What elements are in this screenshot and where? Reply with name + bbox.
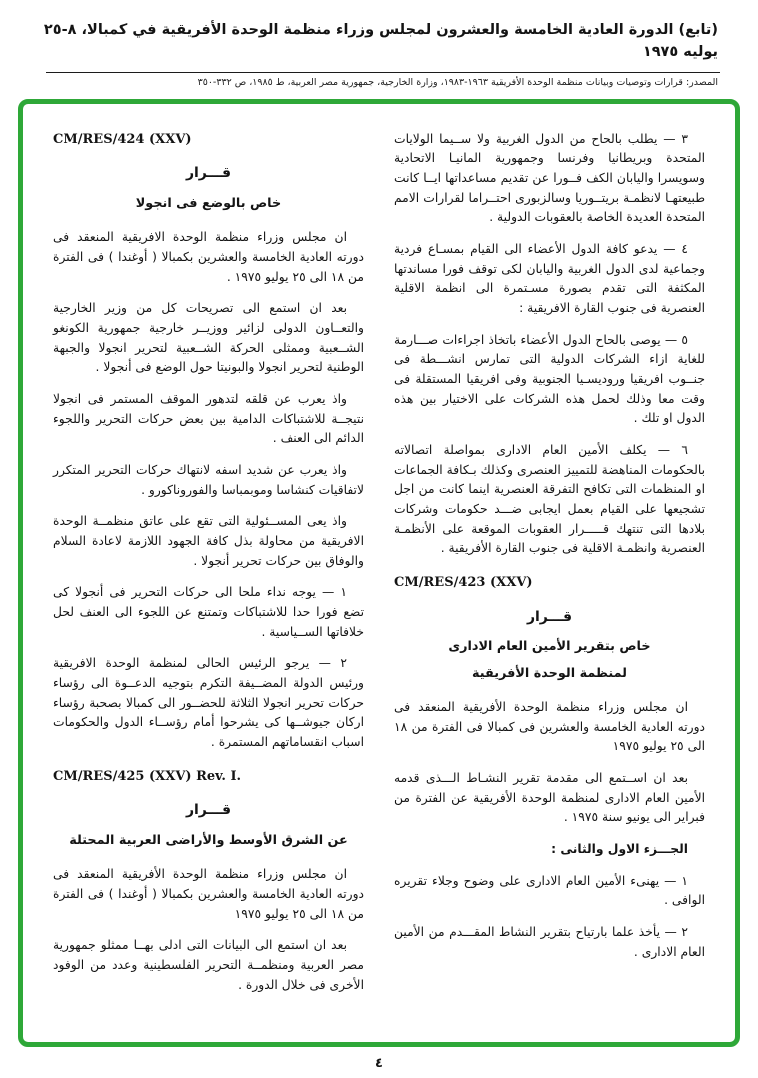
resolution-subtitle: لمنظمة الوحدة الأفريقية bbox=[472, 665, 627, 681]
paragraph: بعد ان استمع الى البيانات التى ادلى بهــا ممثلو جمهورية مصر العربية ومنظمــة التحرير الفلسطينية وعدد من الوفود الأخرى فى خلال الدورة . bbox=[53, 938, 364, 992]
paragraph: ان مجلس وزراء منظمة الوحدة الأفريقية المنعقد فى دورته العادية الخامسة والعشرين فى كمبالا فى الفترة من ١٨ الى ٢٥ يوليو ١٩٧٥ bbox=[394, 700, 705, 754]
page-header: (تابع) الدورة العادية الخامسة والعشرون لمجلس وزراء منظمة الوحدة الأفريقية في كمبالا، ٨-٢٥ يوليه ١٩٧٥ bbox=[43, 22, 718, 60]
paragraph: ٣ — يطلب بالحاح من الدول الغربية ولا ســيما الولايات المتحدة وبريطانيا وفرنسا وجمهورية المانيـا الاتحادية وسويسرا واليابان الكف فــورا عن تقديم مساعداتها ايــا كانت طبيعتهـا لانظمـة بريتــوريا وسالزبورى احتــراما لقرارات الامم المتحدة العديدة الخاصة بالعقوبات الدولية . bbox=[394, 131, 705, 225]
column-left bbox=[53, 130, 364, 1024]
paragraph: ١ — يوجه نداء ملحا الى حركات التحرير فى أنجولا كى تضع فورا حدا للاشتباكات وتمتنع عن اللجوء الى العنف لحل خلافاتها الســياسية . bbox=[53, 585, 364, 639]
paragraph: واذ يعرب عن قلقه لتدهور الموقف المستمر فى انجولا نتيجــة للاشتباكات الدامية بين بعض حركات التحرير واللجوء الدائم الى العنف . bbox=[53, 391, 364, 446]
source-line: المصدر: قرارات وتوصيات وبيانات منظمة الوحدة الأفريقية ١٩٦٣-١٩٨٣، وزارة الخارجية، جمهورية مصر العربية، ط ١٩٨٥، ص ٣٣٢-٣٥٠ bbox=[197, 76, 718, 88]
paragraph: ان مجلس وزراء منظمة الوحدة الافريقية المنعقد فى دورته العادية الخامسة والعشرين بكمبالا ( أوغندا ) فى الفترة من ١٨ الى ٢٥ يوليو ١٩٧٥ . bbox=[53, 230, 364, 284]
paragraph: ٥ — يوصى بالحاح الدول الأعضاء باتخاذ اجراءات صـــارمة للغاية ازاء الشركات الدولية التى تمارس انشـــطة فى جنــوب افريقيا وروديسـيا الجنوبية وفى افريقيا المستقلة فى وقت معا وذلك لحمل هذه الشركات على الاختيار بين هذه الدول او تلك . bbox=[394, 332, 705, 426]
resolution-title: قـــرار bbox=[185, 802, 232, 819]
paragraph: ١ — يهنىء الأمين العام الادارى على وضوح وجلاء تقريره الوافى . bbox=[394, 873, 705, 908]
resolution-subtitle: خاص بتقرير الأمين العام الادارى bbox=[448, 639, 651, 655]
paragraph: واذ يعرب عن شديد اسفه لانتهاك حركات التحرير المتكرر لاتفاقيات كنشاسا وموبمباسا والفوروناكورو . bbox=[53, 462, 364, 497]
paragraph: بعد ان اســتمع الى مقدمة تقرير النشـاط الـــذى قدمه الأمين العام الادارى لمنظمة الوحدة الأفريقية عن الفترة من فبراير الى يونيو سنة ١٩٧٥ . bbox=[394, 771, 705, 825]
paragraph: ان مجلس وزراء منظمة الوحدة الأفريقية المنعقد فى دورته العادية الخامسة والعشرين بكمبالا ( أوغندا ) فى الفترة من ١٨ الى ٢٥ يوليو ١٩٧٥ bbox=[53, 867, 364, 921]
resolution-subtitle: خاص بالوضع فى انجولا bbox=[135, 195, 282, 211]
paragraph: ٢ — يأخذ علما بارتياح بتقرير النشاط المقـــدم من الأمين العام الادارى . bbox=[394, 925, 705, 959]
resolution-title: قـــرار bbox=[185, 165, 232, 182]
paragraph: واذ يعى المســئولية التى تقع على عاتق منظمــة الوحدة الافريقية من محاولة بذل كافة الجهود اللازمة لاعادة السلام والوفاق بين حركات تحرير أنجولا . bbox=[53, 514, 364, 568]
paragraph: ٦ — يكلف الأمين العام الادارى بمواصلة اتصالاته بالحكومات المناهضة للتمييز العنصرى وكذلك بـكافة الجماعات او المنظمات التى تكافح التفرقة العنصرية اينما كانت من اجل تشجيعها على القيام بعمل ايجابى ضـــد حكومات وشركات بلادها التى تنتهك قـــــرار العقوبات الموقعة على الأنظمـة العنصرية وانظمـة الاقلية فى جنوب القارة الأفريقية . bbox=[394, 442, 705, 556]
page-number: ٤ bbox=[375, 1055, 383, 1071]
column-right bbox=[394, 130, 705, 1024]
paragraph: ٢ — يرجو الرئيس الحالى لمنظمة الوحدة الافريقية ورئيس الدولة المضــيفة التكرم بتوجيه الدعــوة الى رؤساء حركات تحرير انجولا الثلاثة للحضــور الى كمبالا بصحبة رؤساء اركان جيوشــها كى يشرحوا أمام رؤســاء الدول والحكومات اسباب انقساماتهم المستمرة . bbox=[53, 656, 364, 749]
resolution-ref: CM/RES/425 (XXV) Rev. I. bbox=[53, 768, 242, 784]
paragraph: بعد ان استمع الى تصريحات كل من وزير الخارجية والتعــاون الدولى لزائير ووزيــر خارجية جمهورية الكونغو الشــعبية وممثلى الحركة الشــعبية لتحرير انجولا والجبهة الوطنية لتحرير انجولا والبونيتا حول الوضع فى أنجولا . bbox=[53, 301, 364, 375]
resolution-subtitle: عن الشرق الأوسط والأراضى العربية المحتلة bbox=[69, 832, 348, 848]
section-label: الجـــزء الاول والثانى : bbox=[551, 842, 688, 857]
content-frame bbox=[18, 99, 740, 1047]
paragraph: ٤ — يدعو كافة الدول الأعضاء الى القيام بمسـاع فردية وجماعية لدى الدول الغربية واليابان لكى توقف فورا مساندتها المكثفة التى تقدم بصورة مسـتمرة الى انظمة الاقلية العنصرية فى جنوب القارة الافريقية : bbox=[394, 241, 705, 315]
resolution-ref: CM/RES/424 (XXV) bbox=[53, 131, 192, 147]
resolution-title: قـــرار bbox=[526, 608, 573, 625]
resolution-ref: CM/RES/423 (XXV) bbox=[394, 574, 533, 590]
